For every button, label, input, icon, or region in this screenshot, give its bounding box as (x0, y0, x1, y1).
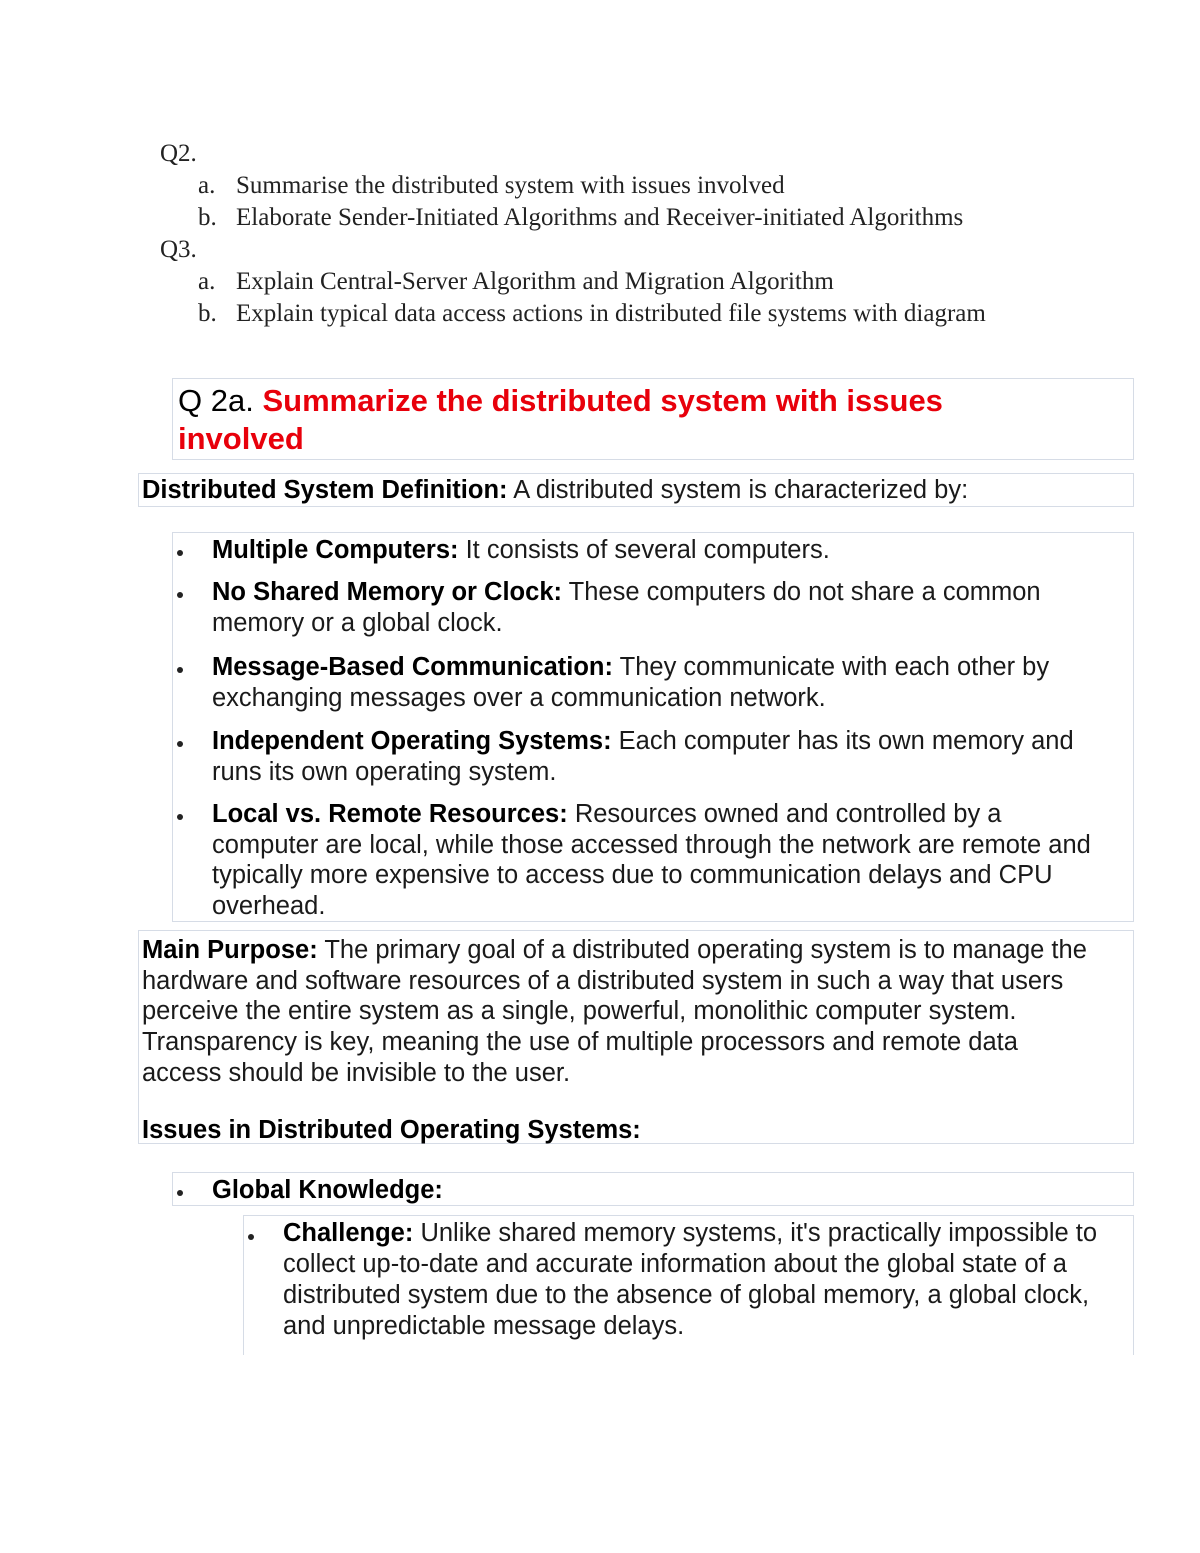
issue-title-text: Global Knowledge: (212, 1176, 443, 1204)
question-item (198, 268, 834, 296)
challenge-label: Challenge: (283, 1219, 414, 1247)
item-text: Resources owned and controlled by a (574, 800, 1002, 828)
purpose-text-continued: hardware and software resources of a distributed system in such a way that users (142, 967, 1064, 995)
purpose-text-continued: perceive the entire system as a single, powerful, monolithic computer system. (142, 997, 1017, 1025)
item-text-continued: overhead. (212, 892, 326, 920)
item-text: Explain Central-Server Algorithm and Migration Algorithm (236, 268, 834, 295)
question-label-q3: Q3. (160, 236, 197, 263)
definition-label: Distributed System Definition: (142, 476, 508, 504)
purpose-text-continued: Transparency is key, meaning the use of multiple processors and remote data (142, 1028, 1018, 1056)
item-text: Each computer has its own memory and (618, 727, 1074, 755)
definition-line (142, 475, 968, 506)
challenge-item (283, 1218, 1097, 1249)
question-item (198, 300, 986, 328)
answer-heading (178, 382, 943, 420)
item-text-continued: runs its own operating system. (212, 758, 557, 786)
item-label: Independent Operating Systems: (212, 727, 612, 755)
item-label: Multiple Computers: (212, 536, 459, 564)
issues-heading (142, 1115, 641, 1146)
list-item (212, 799, 1002, 830)
item-letter: b. (198, 204, 217, 231)
heading-title: Summarize the distributed system with issues (262, 383, 943, 418)
purpose-text-continued: access should be invisible to the user. (142, 1059, 571, 1087)
bullet-icon (177, 1190, 183, 1196)
challenge-text: Unlike shared memory systems, it's practically impossible to (420, 1219, 1098, 1247)
bullet-icon (177, 741, 183, 747)
bullet-icon (177, 667, 183, 673)
bullet-icon (177, 592, 183, 598)
question-item (198, 172, 785, 200)
bullet-icon (248, 1234, 254, 1240)
list-item (212, 577, 1041, 608)
item-text: Elaborate Sender-Initiated Algorithms and Receiver-initiated Algorithms (236, 204, 964, 231)
item-text-continued: typically more expensive to access due to communication delays and CPU (212, 861, 1053, 889)
issues-heading-text: Issues in Distributed Operating Systems: (142, 1116, 641, 1144)
item-label: Local vs. Remote Resources: (212, 800, 568, 828)
question-label-q2: Q2. (160, 140, 197, 167)
item-text-continued: memory or a global clock. (212, 609, 503, 637)
list-item (212, 652, 1049, 683)
bullet-icon (177, 814, 183, 820)
item-text: Explain typical data access actions in distributed file systems with diagram (236, 300, 986, 327)
bullet-icon (177, 550, 183, 556)
challenge-text-continued: and unpredictable message delays. (283, 1312, 685, 1340)
heading-prefix: Q 2a. (178, 383, 254, 418)
item-text-continued: computer are local, while those accessed through the network are remote and (212, 831, 1091, 859)
challenge-text-continued: distributed system due to the absence of global memory, a global clock, (283, 1281, 1090, 1309)
item-text: These computers do not share a common (568, 578, 1041, 606)
purpose-label: Main Purpose: (142, 936, 318, 964)
challenge-text-continued: collect up-to-date and accurate information about the global state of a (283, 1250, 1067, 1278)
purpose-paragraph (142, 935, 1087, 966)
list-item (212, 535, 830, 566)
item-text: It consists of several computers. (465, 536, 830, 564)
item-label: No Shared Memory or Clock: (212, 578, 562, 606)
heading-title-continued: involved (178, 421, 304, 456)
item-text: Summarise the distributed system with issues involved (236, 172, 785, 199)
purpose-text: The primary goal of a distributed operating system is to manage the (324, 936, 1087, 964)
item-text: They communicate with each other by (619, 653, 1050, 681)
item-label: Message-Based Communication: (212, 653, 614, 681)
item-letter: a. (198, 172, 216, 199)
definition-text: A distributed system is characterized by: (513, 476, 969, 504)
item-text-continued: exchanging messages over a communication network. (212, 684, 826, 712)
item-letter: b. (198, 300, 217, 327)
question-item (198, 204, 963, 232)
item-letter: a. (198, 268, 216, 295)
list-item (212, 726, 1074, 757)
issue-title (212, 1175, 443, 1206)
